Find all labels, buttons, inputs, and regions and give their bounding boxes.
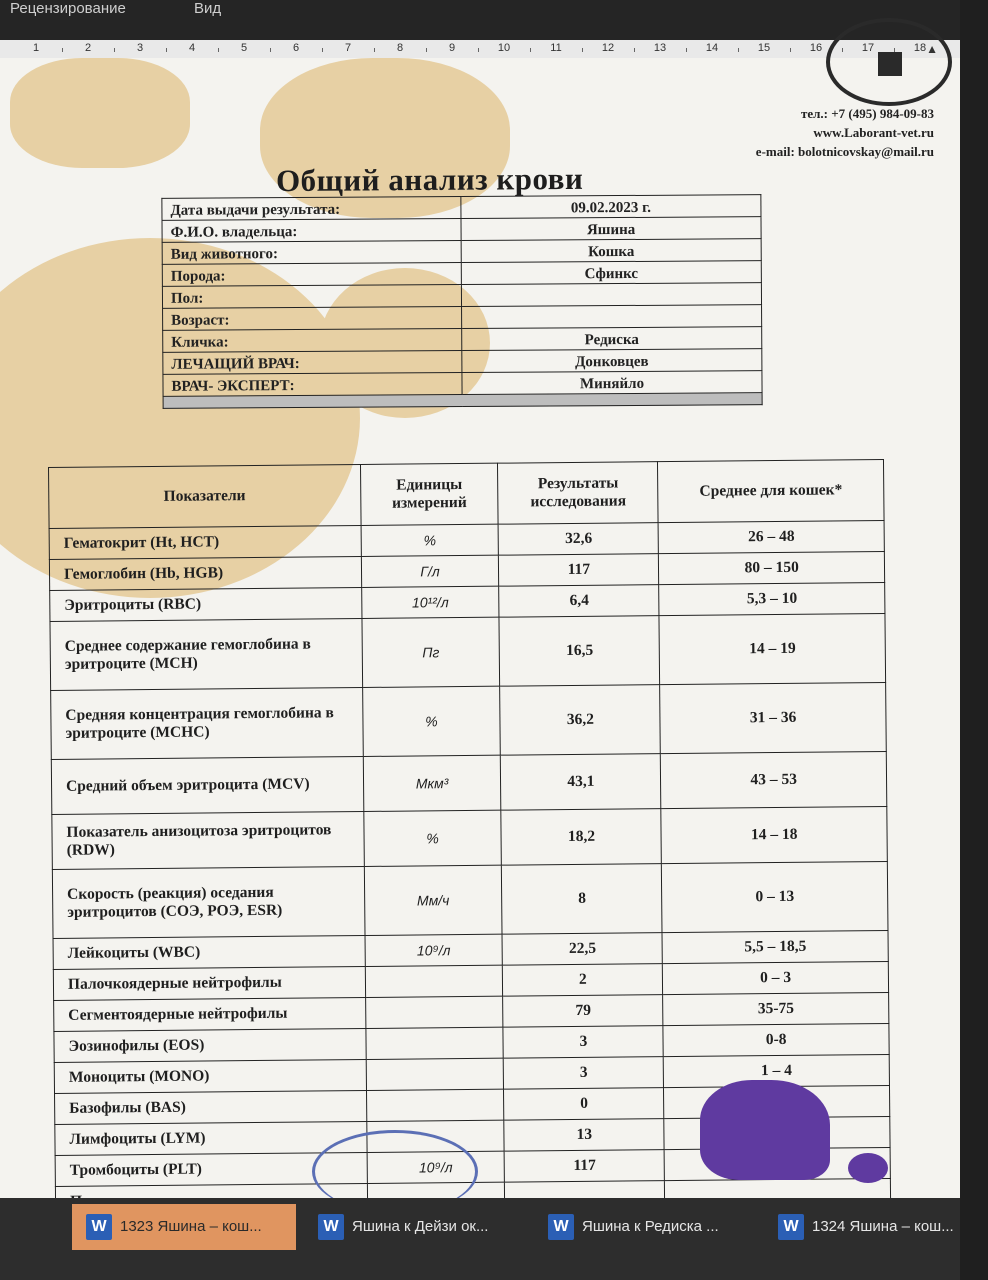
result-cell: 117 [505, 1150, 665, 1183]
ruler-number: 6 [292, 42, 300, 54]
info-value: 09.02.2023 г. [461, 195, 761, 219]
norm-cell: 14 – 18 [661, 806, 887, 863]
website-text: www.Laborant-vet.ru [813, 125, 934, 140]
info-value: Кошка [461, 239, 761, 263]
ruler-tick [634, 48, 635, 52]
word-app-icon: W [778, 1214, 804, 1240]
info-label: Порода: [162, 263, 461, 287]
unit-cell: Пг [362, 617, 501, 687]
info-label: Ф.И.О. владельца: [162, 219, 461, 243]
norm-cell: 0 – 13 [662, 861, 888, 932]
ruler-number: 8 [396, 42, 404, 54]
word-app-icon: W [86, 1214, 112, 1240]
parameter-name: Скорость (реакция) оседания эритроцитов (СОЭ, РОЭ, ESR) [52, 866, 364, 938]
info-value [461, 283, 761, 307]
table-row [50, 613, 886, 690]
header-norm: Среднее для кошек* [658, 459, 884, 522]
taskbar-window-button[interactable] [72, 1204, 296, 1250]
norm-cell: 5,3 – 10 [659, 582, 885, 615]
ruler-number: 2 [84, 42, 92, 54]
ruler-number: 11 [550, 42, 562, 54]
lab-logo [826, 18, 952, 106]
result-cell: 0 [504, 1088, 664, 1121]
taskbar-window-label: 1324 Яшина – кош... [812, 1218, 954, 1235]
phone-text: тел.: +7 (495) 984-09-83 [800, 106, 934, 121]
ruler-tick [530, 48, 531, 52]
parameter-name: Гемоглобин (Hb, HGB) [49, 557, 361, 591]
ruler-number: 14 [705, 42, 719, 54]
unit-cell: Мм/ч [364, 865, 503, 935]
word-app-icon: W [318, 1214, 344, 1240]
parameter-name: Показатель анизоцитоза эритроцитов (RDW) [52, 811, 364, 869]
result-cell: 6,4 [499, 585, 659, 618]
ruler-number: 5 [240, 42, 248, 54]
ruler-number: 16 [809, 42, 823, 54]
unit-cell [366, 1058, 504, 1090]
taskbar [0, 1198, 960, 1280]
parameter-name: Лейкоциты (WBC) [53, 935, 365, 969]
parameter-name: Тромбоциты (PLT) [55, 1152, 367, 1186]
ruler-tick [582, 48, 583, 52]
ruler-number: 4 [188, 42, 196, 54]
info-label: ВРАЧ- ЭКСПЕРТ: [163, 373, 462, 397]
result-cell: 22,5 [502, 933, 662, 966]
unit-cell: 10¹²/л [361, 586, 499, 618]
signature-stamp [700, 1080, 830, 1180]
ruler-tick [426, 48, 427, 52]
word-ribbon [0, 0, 960, 40]
info-label: Дата выдачи результата: [162, 197, 461, 221]
ruler-number: 9 [448, 42, 456, 54]
taskbar-window-label: Яшина к Редиска ... [582, 1218, 719, 1235]
taskbar-window-button[interactable] [304, 1204, 528, 1250]
ruler-number: 7 [344, 42, 352, 54]
info-value [462, 305, 762, 329]
indent-marker-icon[interactable]: ▲ [926, 42, 938, 56]
result-cell: 3 [503, 1026, 663, 1059]
unit-cell: Г/л [361, 555, 499, 587]
ruler-tick [738, 48, 739, 52]
ruler-tick [790, 48, 791, 52]
info-label: Пол: [162, 285, 461, 309]
taskbar-window-button[interactable] [764, 1204, 988, 1250]
norm-cell: 26 – 48 [658, 520, 884, 553]
info-label: Кличка: [163, 329, 462, 353]
norm-cell: 0-8 [663, 1023, 889, 1056]
result-cell: 43,1 [501, 754, 661, 811]
table-row [52, 861, 888, 938]
ruler-number: 18 [913, 42, 927, 54]
parameter-name: Моноциты (MONO) [54, 1059, 366, 1093]
parameter-name: Лимфоциты (LYM) [55, 1121, 367, 1155]
document-page [0, 58, 960, 1198]
norm-cell: 1 – 4 [664, 1054, 890, 1087]
header-units: Единицы измерений [360, 463, 498, 525]
ruler-number: 12 [601, 42, 615, 54]
ruler-number: 3 [136, 42, 144, 54]
norm-cell: 35-75 [663, 992, 889, 1025]
ruler-tick [322, 48, 323, 52]
info-value: Миняйло [462, 371, 762, 395]
parameter-name: Гематокрит (Ht, HCT) [49, 526, 361, 560]
ruler-tick [62, 48, 63, 52]
info-label: ЛЕЧАЩИЙ ВРАЧ: [163, 351, 462, 375]
unit-cell: % [361, 524, 499, 556]
horizontal-ruler[interactable] [0, 40, 960, 59]
result-cell: 36,2 [500, 685, 661, 756]
table-row [52, 806, 887, 869]
parameter-name: Среднее содержание гемоглобина в эритроците (MCH) [50, 618, 362, 690]
lab-contacts [756, 104, 934, 161]
parameter-name: Эритроциты (RBC) [50, 587, 362, 621]
result-cell: 18,2 [501, 809, 661, 866]
ruler-tick [166, 48, 167, 52]
result-cell: 3 [504, 1057, 664, 1090]
header-parameter: Показатели [49, 465, 361, 529]
ruler-number: 1 [32, 42, 40, 54]
parameter-name: Палочкоядерные нейтрофилы [53, 966, 365, 1000]
taskbar-window-label: 1323 Яшина – кош... [120, 1218, 262, 1235]
unit-cell: 10⁹/л [365, 934, 503, 966]
unit-cell: Мкм³ [363, 755, 501, 811]
ruler-number: 17 [861, 42, 875, 54]
email-text: e-mail: bolotnicovskay@mail.ru [755, 144, 934, 159]
info-label: Вид животного: [162, 241, 461, 265]
tab-view[interactable]: Вид [194, 0, 222, 17]
result-cell: 79 [503, 995, 663, 1028]
result-cell: 8 [502, 864, 663, 935]
unit-cell [365, 965, 503, 997]
unit-cell: % [362, 686, 501, 756]
taskbar-window-button[interactable] [534, 1204, 758, 1250]
result-cell: 117 [499, 554, 659, 587]
result-cell: 16,5 [499, 616, 660, 687]
table-row [51, 682, 887, 759]
norm-cell: 5,5 – 18,5 [662, 930, 888, 963]
document-title: Общий анализ крови [275, 160, 584, 199]
patient-info-table [161, 194, 762, 409]
parameter-name: Базофилы (BAS) [55, 1090, 367, 1124]
ruler-tick [686, 48, 687, 52]
taskbar-window-label: Яшина к Дейзи ок... [352, 1218, 489, 1235]
ruler-number: 13 [653, 42, 667, 54]
parameter-name: Средний объем эритроцита (MCV) [51, 756, 363, 814]
header-result: Результаты исследования [498, 462, 658, 525]
table-row [51, 751, 886, 814]
unit-cell [366, 1089, 504, 1121]
unit-cell: % [363, 810, 501, 866]
ruler-tick [270, 48, 271, 52]
info-value: Донковцев [462, 349, 762, 373]
tab-review[interactable]: Рецензирование [10, 0, 126, 17]
norm-cell: 43 – 53 [661, 751, 887, 808]
info-value: Сфинкс [461, 261, 761, 285]
parameter-name: Эозинофилы (EOS) [54, 1028, 366, 1062]
result-cell: 32,6 [499, 523, 659, 556]
unit-cell: 10⁹/л [367, 1151, 505, 1183]
ruler-number: 15 [757, 42, 771, 54]
result-cell: 13 [504, 1119, 664, 1152]
parameter-name: Средняя концентрация гемоглобина в эритроците (MCHC) [51, 687, 363, 759]
word-app-icon: W [548, 1214, 574, 1240]
parameter-name: Сегментоядерные нейтрофилы [54, 997, 366, 1031]
norm-cell: 14 – 19 [659, 613, 885, 684]
norm-cell: 0 – 3 [663, 961, 889, 994]
info-label: Возраст: [163, 307, 462, 331]
ruler-tick [114, 48, 115, 52]
unit-cell [365, 1027, 503, 1059]
ruler-tick [478, 48, 479, 52]
ruler-tick [218, 48, 219, 52]
signature-stamp [848, 1153, 888, 1183]
norm-cell: 31 – 36 [660, 682, 886, 753]
result-cell: 2 [503, 964, 663, 997]
paw-toe-decoration [10, 58, 190, 168]
ruler-number: 10 [497, 42, 511, 54]
norm-cell: 80 – 150 [659, 551, 885, 584]
ruler-tick [374, 48, 375, 52]
info-value: Редиска [462, 327, 762, 351]
unit-cell [365, 996, 503, 1028]
info-value: Яшина [461, 217, 761, 241]
